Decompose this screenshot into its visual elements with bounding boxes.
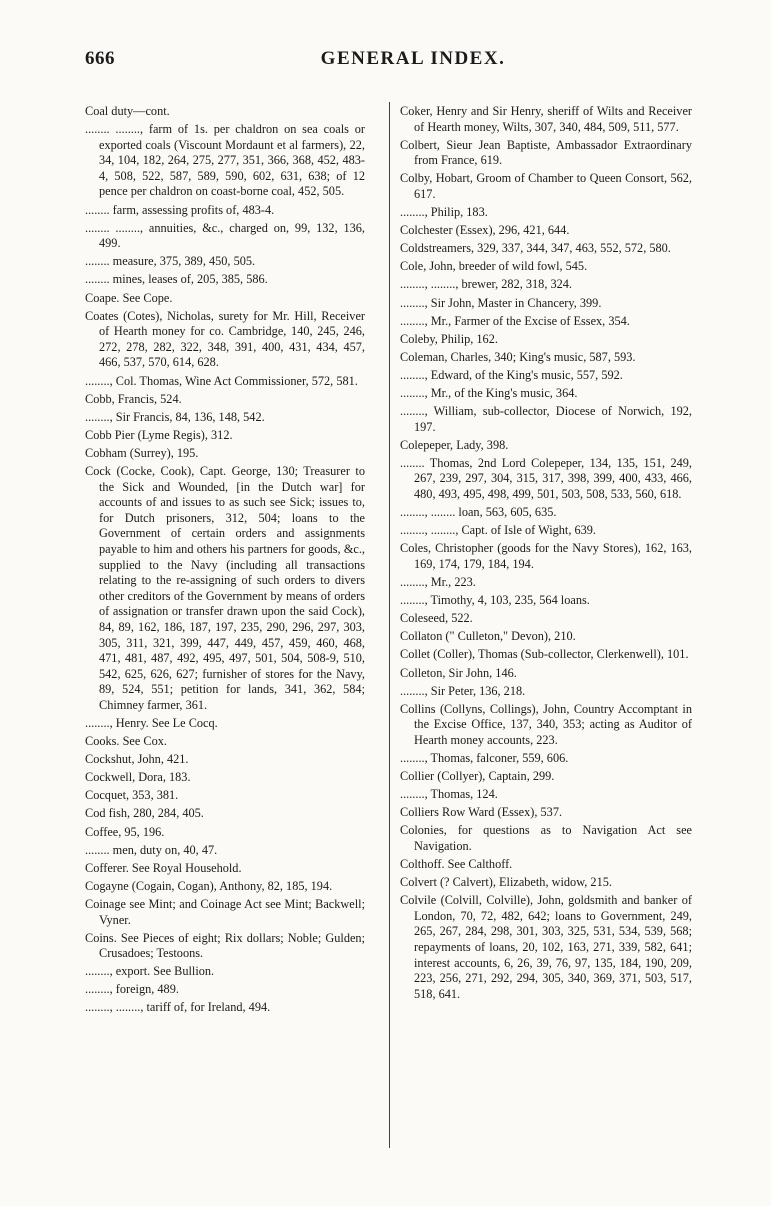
index-entry: ........, foreign, 489.: [85, 982, 179, 997]
index-entry: Colliers Row Ward (Essex), 537.: [400, 805, 563, 820]
index-entry: ........ mines, leases of, 205, 385, 586.: [85, 272, 268, 287]
index-entry: Colchester (Essex), 296, 421, 644.: [400, 223, 570, 238]
index-entry: Coker, Henry and Sir Henry, sheriff of Wilts and Receiver of Hearth money, Wilts, 307, 340, 484, 509, 511, 577.: [400, 104, 692, 134]
index-entry: Coal duty—cont.: [85, 104, 170, 118]
index-entry: Coldstreamers, 329, 337, 344, 347, 463, 552, 572, 580.: [400, 241, 671, 256]
index-entry: Colbert, Sieur Jean Baptiste, Ambassador Extraordinary from France, 619.: [400, 137, 692, 168]
index-entry: Colthoff. See Calthoff.: [400, 857, 513, 872]
index-entry: ........, Sir Francis, 84, 136, 148, 542.: [85, 409, 265, 424]
page-number: 666: [85, 48, 115, 69]
index-entry: ........, Col. Thomas, Wine Act Commissioner, 572, 581.: [85, 373, 358, 388]
index-entry: Cole, John, breeder of wild fowl, 545.: [400, 259, 588, 274]
index-entry: ........ measure, 375, 389, 450, 505.: [85, 254, 256, 269]
index-entry: ........, Thomas, falconer, 559, 606.: [400, 750, 569, 765]
index-entry: ........, Philip, 183.: [400, 205, 488, 220]
index-entry: Coinage see Mint; and Coinage Act see Mint; Backwell; Vyner.: [85, 896, 365, 927]
index-column-right: [400, 104, 692, 1005]
index-entry: Cod fish, 280, 284, 405.: [85, 806, 204, 821]
index-entry: ........, ........, brewer, 282, 318, 324.: [400, 277, 572, 292]
index-entry: Colleton, Sir John, 146.: [400, 665, 517, 680]
index-entry: Cocquet, 353, 381.: [85, 788, 179, 803]
index-entry: ........, Mr., of the King's music, 364.: [400, 386, 578, 400]
page-title: GENERAL INDEX.: [320, 48, 506, 69]
index-entry: ........, Thomas, 124.: [400, 787, 498, 802]
index-entry: ........ ........, annuities, &c., charged on, 99, 132, 136, 499.: [85, 220, 365, 251]
index-entry: Coape. See Cope.: [85, 290, 173, 305]
index-entry: Colby, Hobart, Groom of Chamber to Queen Consort, 562, 617.: [400, 171, 692, 201]
index-entry: ........, Mr., Farmer of the Excise of Essex, 354.: [400, 313, 630, 328]
index-entry: ........, Sir Peter, 136, 218.: [400, 683, 526, 698]
index-entry: Cofferer. See Royal Household.: [85, 860, 242, 875]
index-entry: Colvile (Colvill, Colville), John, goldsmith and banker of London, 70, 72, 482, 642; loans to Government, 249, 265, 267, 284, 298, 301, 303, 325, 531, 534, 539, 568; repayments of loans, 20, 102, 163, 271, 339, 582, 641; interest accounts, 6, 26, 39, 76, 97, 135, 184, 190, 209, 223, 256, 271, 292, 294, 305, 340, 369, 371, 503, 517, 518, 641.: [400, 893, 692, 1001]
index-entry: Colonies, for questions as to Navigation Act see Navigation.: [400, 823, 692, 853]
index-entry: ........ ........, farm of 1s. per chaldron on sea coals or exported coals (Viscount Mordaunt et al farmers), 22, 34, 104, 182, 264, 275, 277, 351, 366, 368, 452, 483-4, 508, 522, 587, 589, 590, 602, 631, 638; of 12 pence per chaldron on coast-borne coal, 452, 505.: [85, 122, 365, 199]
index-entry: ........, Timothy, 4, 103, 235, 564 loans.: [400, 593, 590, 608]
index-entry: Cobham (Surrey), 195.: [85, 445, 199, 460]
index-entry: Cooks. See Cox.: [85, 734, 167, 749]
index-entry: ........, Mr., 223.: [400, 575, 476, 590]
index-entry: Cobb, Francis, 524.: [85, 391, 182, 406]
index-entry: Cockshut, John, 421.: [85, 752, 189, 767]
index-entry: Coles, Christopher (goods for the Navy Stores), 162, 163, 169, 174, 179, 184, 194.: [400, 541, 692, 571]
index-entry: Collaton (" Culleton," Devon), 210.: [400, 629, 576, 644]
index-entry: Collet (Coller), Thomas (Sub-collector, Clerkenwell), 101.: [400, 647, 689, 662]
index-entry: Cogayne (Cogain, Cogan), Anthony, 82, 185, 194.: [85, 878, 333, 893]
index-entry: ........, William, sub-collector, Diocese of Norwich, 192, 197.: [400, 404, 692, 434]
column-divider: [389, 102, 390, 1148]
index-entry: Coins. See Pieces of eight; Rix dollars; Noble; Gulden; Crusadoes; Testoons.: [85, 930, 365, 961]
index-entry: ........ men, duty on, 40, 47.: [85, 842, 218, 857]
index-entry: Coleby, Philip, 162.: [400, 331, 498, 346]
index-entry: Coffee, 95, 196.: [85, 824, 165, 839]
index-entry: Collins (Collyns, Collings), John, Country Accomptant in the Excise Office, 137, 340, 353; acting as Auditor of Hearth money accounts, 223.: [400, 701, 692, 747]
index-entry: Cock (Cocke, Cook), Capt. George, 130; Treasurer to the Sick and Wounded, [in the Dutch war] for accounts of and issues to as such see Sick; issues to, for Dutch prisoners, 312, 504; loans to the Government of certain orders and assignments payable to him and others his partners for goods, &c., supplied to the Navy (including all transactions relating to the re-assigning of such orders to divers other creditors of the Government by means of orders of assignation or transfer drawn upon the said Cock), 84, 89, 162, 186, 187, 197, 235, 290, 296, 297, 303, 305, 311, 321, 399, 447, 449, 457, 459, 460, 468, 471, 481, 487, 492, 495, 497, 501, 504, 508-9, 510, 542, 625, 626, 627; furnisher of stores for the Navy, 89, 524, 551; petition for lands, 341, 362, 584; Chimney farmer, 361.: [85, 463, 365, 712]
index-entry: ........, ........, tariff of, for Ireland, 494.: [85, 1000, 271, 1015]
index-entry: Colvert (? Calvert), Elizabeth, widow, 215.: [400, 875, 612, 890]
index-entry: ........, Sir John, Master in Chancery, 399.: [400, 295, 602, 310]
index-entry: ........ Thomas, 2nd Lord Colepeper, 134, 135, 151, 249, 267, 239, 297, 304, 315, 317, 398, 399, 400, 433, 466, 480, 493, 495, 498, 499, 501, 503, 508, 533, 560, 618.: [400, 455, 692, 502]
index-entry: Colepeper, Lady, 398.: [400, 437, 509, 452]
index-entry: ........, ........ loan, 563, 605, 635.: [400, 505, 557, 520]
index-entry: ........ farm, assessing profits of, 483-4.: [85, 202, 275, 217]
index-entry: Coleman, Charles, 340; King's music, 587, 593.: [400, 349, 636, 364]
index-entry: Cobb Pier (Lyme Regis), 312.: [85, 427, 233, 442]
index-entry: Coleseed, 522.: [400, 611, 473, 626]
index-column-left: [85, 104, 365, 1019]
index-entry: ........, ........, Capt. of Isle of Wight, 639.: [400, 523, 597, 538]
index-entry: ........, Henry. See Le Cocq.: [85, 715, 218, 730]
index-entry: Coates (Cotes), Nicholas, surety for Mr. Hill, Receiver of Hearth money for co. Cambridge, 140, 245, 246, 272, 278, 282, 322, 348, 391, 400, 431, 434, 457, 466, 537, 570, 614, 628.: [85, 308, 365, 370]
index-entry: ........, Edward, of the King's music, 557, 592.: [400, 367, 623, 382]
index-entry: Collier (Collyer), Captain, 299.: [400, 769, 555, 784]
index-entry: ........, export. See Bullion.: [85, 964, 215, 979]
index-entry: Cockwell, Dora, 183.: [85, 770, 191, 785]
